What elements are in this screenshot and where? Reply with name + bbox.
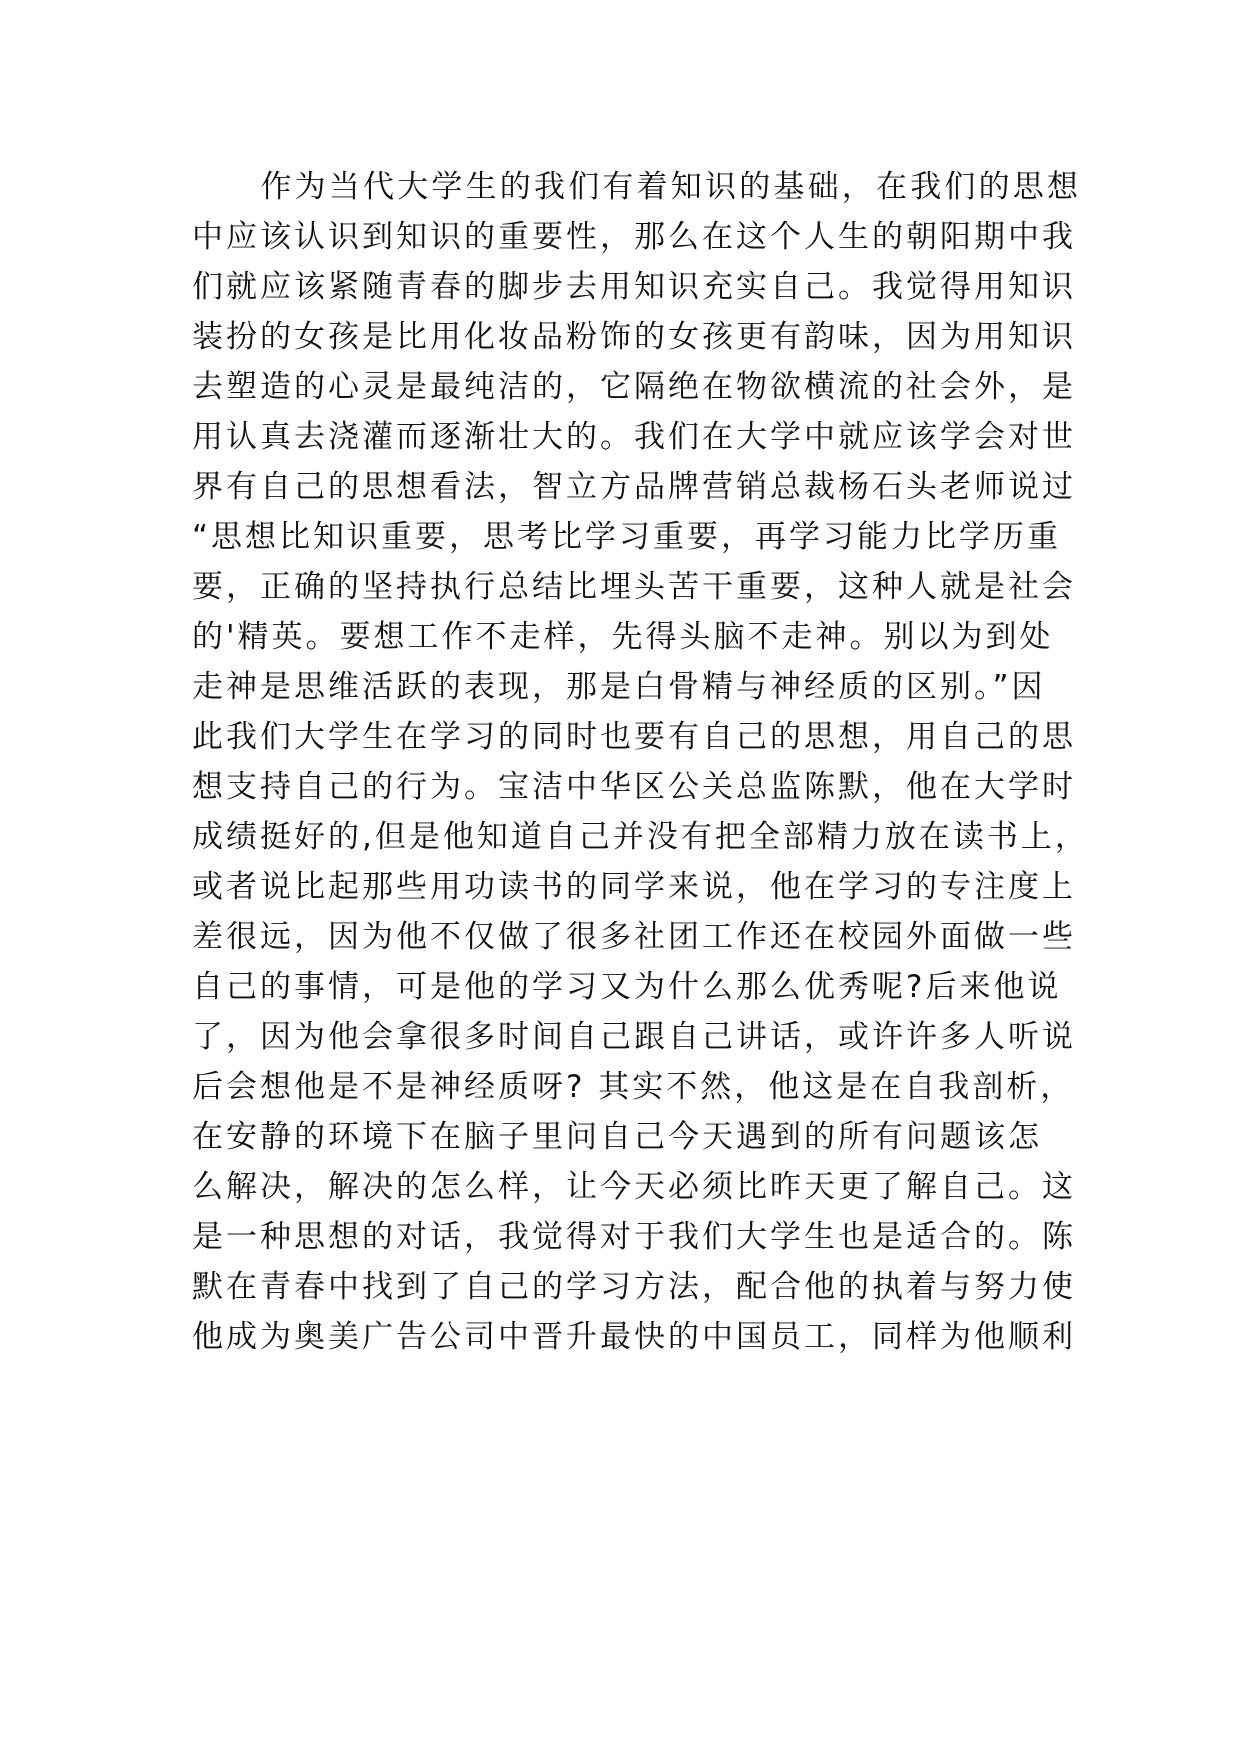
body-paragraph (192, 162, 1089, 1362)
text-line: 要，正确的坚持执行总结比埋头苦干重要，这种人就是社会 (192, 569, 1076, 605)
text-line: 装扮的女孩是比用化妆品粉饰的女孩更有韵味，因为用知识 (192, 319, 1076, 355)
text-line: 的'精英。要想工作不走样，先得头脑不走神。别以为到处 (192, 619, 1054, 655)
text-line: 他成为奥美广告公司中晋升最快的中国员工，同样为他顺利 (192, 1319, 1076, 1355)
text-line: 后会想他是不是神经质呀? 其实不然，他这是在自我剖析， (192, 1069, 1075, 1105)
text-line: 走神是思维活跃的表现，那是白骨精与神经质的区别。”因 (192, 669, 1046, 705)
text-line: 默在青春中找到了自己的学习方法，配合他的执着与努力使 (192, 1269, 1076, 1305)
text-line: 中应该认识到知识的重要性，那么在这个人生的朝阳期中我 (192, 219, 1076, 255)
text-line: 去塑造的心灵是最纯洁的，它隔绝在物欲横流的社会外，是 (192, 369, 1076, 405)
text-line: 此我们大学生在学习的同时也要有自己的思想，用自己的思 (192, 719, 1076, 755)
text-line: 差很远，因为他不仅做了很多社团工作还在校园外面做一些 (192, 919, 1076, 955)
text-line: 想支持自己的行为。宝洁中华区公关总监陈默，他在大学时 (192, 769, 1076, 805)
text-line: 作为当代大学生的我们有着知识的基础，在我们的思想 (192, 169, 1082, 205)
text-line: 了，因为他会拿很多时间自己跟自己讲话，或许许多人听说 (192, 1019, 1076, 1055)
text-line: 是一种思想的对话，我觉得对于我们大学生也是适合的。陈 (192, 1219, 1076, 1255)
text-line: 或者说比起那些用功读书的同学来说，他在学习的专注度上 (192, 869, 1076, 905)
text-line: 在安静的环境下在脑子里问自己今天遇到的所有问题该怎 (192, 1119, 1042, 1155)
text-line: 成绩挺好的,但是他知道自己并没有把全部精力放在读书上， (192, 819, 1089, 855)
text-line: 么解决，解决的怎么样，让今天必须比昨天更了解自己。这 (192, 1169, 1076, 1205)
text-line: 们就应该紧随青春的脚步去用知识充实自己。我觉得用知识 (192, 269, 1076, 305)
text-line: “思想比知识重要，思考比学习重要，再学习能力比学历重 (192, 519, 1062, 555)
text-line: 自己的事情，可是他的学习又为什么那么优秀呢?后来他说 (192, 969, 1062, 1005)
text-line: 用认真去浇灌而逐渐壮大的。我们在大学中就应该学会对世 (192, 419, 1076, 455)
text-line: 界有自己的思想看法，智立方品牌营销总裁杨石头老师说过 (192, 469, 1076, 505)
